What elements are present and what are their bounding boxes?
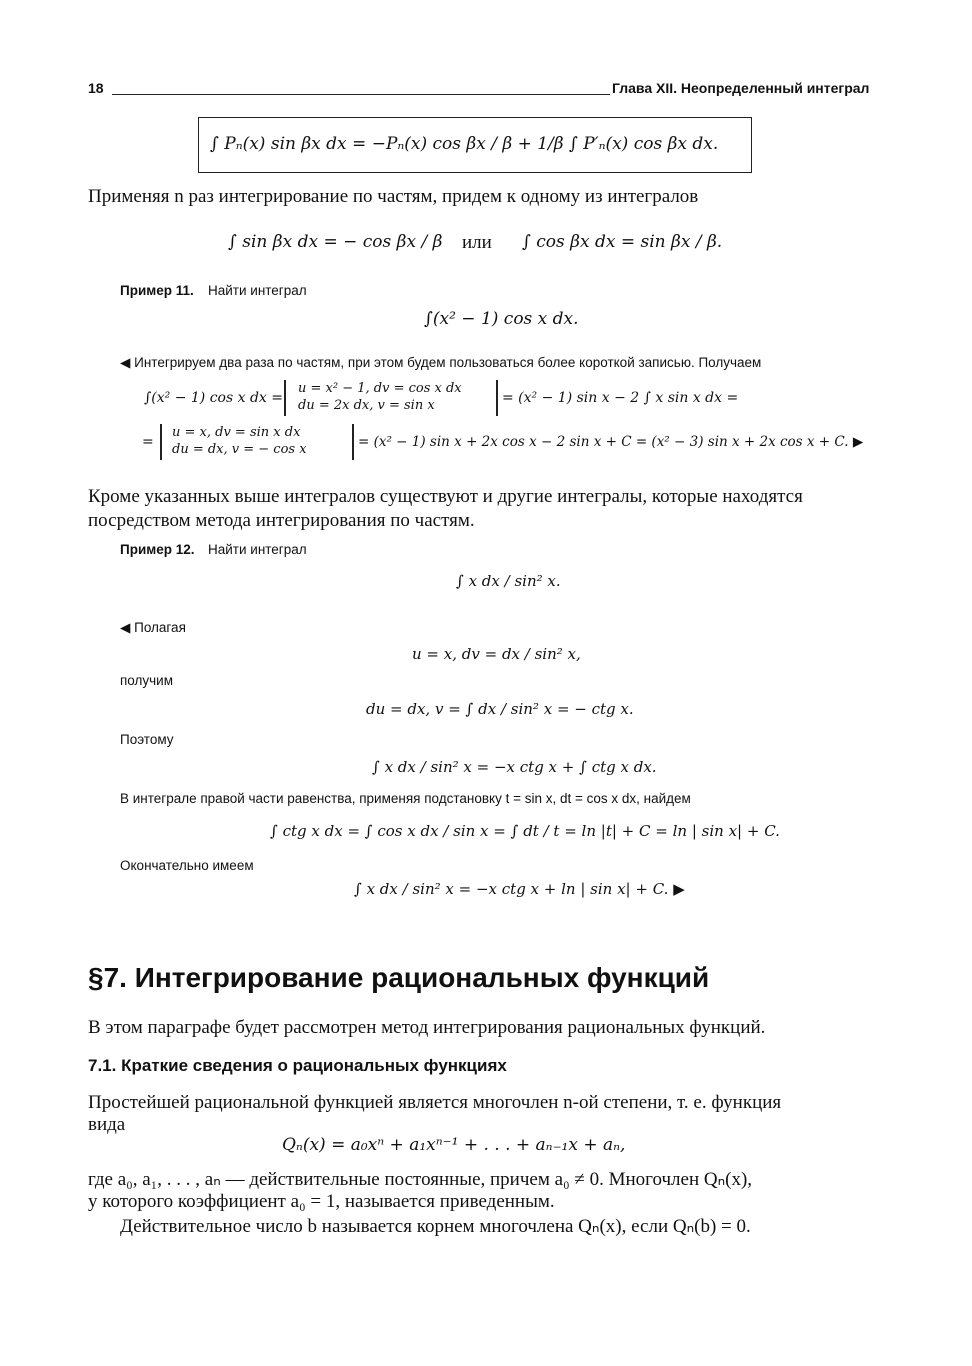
boxed-formula: ∫ Pₙ(x) sin βx dx = −Pₙ(x) cos βx / β + 1/β ∫ P′ₙ(x) cos βx dx. <box>210 134 719 154</box>
example-11-solution-intro: ◀ Интегрируем два раза по частям, при этом будем пользоваться более короткой записью. Получаем <box>120 355 762 370</box>
page-number: 18 <box>88 80 104 96</box>
polynomial-formula: Qₙ(x) = a₀xⁿ + a₁xⁿ⁻¹ + . . . + aₙ₋₁x + aₙ, <box>282 1135 626 1155</box>
example-12-label: Пример 12. <box>120 542 195 557</box>
example-11-line2-right: = (x² − 1) sin x + 2x cos x − 2 sin x + C = (x² − 3) sin x + 2x cos x + C. ▶ <box>358 434 864 450</box>
example-11-line1-left: ∫(x² − 1) cos x dx = <box>144 390 284 406</box>
example-11-integral: ∫(x² − 1) cos x dx. <box>424 309 579 329</box>
example-12-integral: ∫ x dx / sin² x. <box>456 572 561 590</box>
example-12-right-part: В интеграле правой части равенства, применяя подстановку t = sin x, dt = cos x dx, найдем <box>120 791 691 806</box>
example-11-sub-d: du = dx, v = − cos x <box>172 442 307 457</box>
example-11-label: Пример 11. <box>120 283 194 298</box>
para-simplest-2: вида <box>88 1114 126 1135</box>
example-11-sub-a: u = x² − 1, dv = cos x dx <box>298 381 462 396</box>
example-12-subst: u = x, dv = dx / sin² x, <box>412 645 581 663</box>
chapter-title: Глава XII. Неопределенный интеграл <box>612 80 870 96</box>
bar-right-1 <box>496 380 498 416</box>
example-11-line1-right: = (x² − 1) sin x − 2 ∫ x sin x dx = <box>502 390 739 406</box>
example-12-polagaya: ◀ Полагая <box>120 620 186 635</box>
formula-sin-integral: ∫ sin βx dx = − cos βx / β <box>228 232 443 252</box>
example-12-du-v: du = dx, v = ∫ dx / sin² x = − ctg x. <box>366 700 634 718</box>
word-or: или <box>462 232 492 253</box>
example-11-sub-b: du = 2x dx, v = sin x <box>298 398 435 413</box>
para-other-integrals-2: посредством метода интегрирования по частям. <box>88 510 475 531</box>
header-rule <box>112 94 610 95</box>
formula-cos-integral: ∫ cos βx dx = sin βx / β. <box>522 232 723 252</box>
example-12-result1: ∫ x dx / sin² x = −x ctg x + ∫ ctg x dx. <box>372 758 657 776</box>
bar-left-1 <box>284 380 286 416</box>
para-root: Действительное число b называется корнем многочлена Qₙ(x), если Qₙ(b) = 0. <box>120 1216 751 1237</box>
equals-sign: = <box>142 434 154 450</box>
bar-right-2 <box>352 424 354 460</box>
para-coefficients-2: у которого коэффициент a₀ = 1, называется приведенным. <box>88 1191 555 1212</box>
example-11-text: Найти интеграл <box>208 283 307 298</box>
example-12-final-label: Окончательно имеем <box>120 858 254 873</box>
example-12-ctg-integral: ∫ ctg x dx = ∫ cos x dx / sin x = ∫ dt / t = ln |t| + C = ln | sin x| + C. <box>270 822 780 840</box>
section-title: §7. Интегрирование рациональных функций <box>88 962 710 993</box>
para-parts-n-times: Применяя n раз интегрирование по частям, придем к одному из интегралов <box>88 186 699 207</box>
para-coefficients-1: где a₀, a₁, . . . , aₙ — действительные постоянные, причем a₀ ≠ 0. Многочлен Qₙ(x), <box>88 1169 753 1190</box>
subsection-title: 7.1. Краткие сведения о рациональных функциях <box>88 1056 507 1075</box>
para-simplest-1: Простейшей рациональной функцией является многочлен n-ой степени, т. е. функция <box>88 1092 782 1113</box>
example-12-poluchim: получим <box>120 673 174 688</box>
example-12-final: ∫ x dx / sin² x = −x ctg x + ln | sin x| + C. ▶ <box>354 880 685 898</box>
section-intro: В этом параграфе будет рассмотрен метод интегрирования рациональных функций. <box>88 1017 766 1038</box>
example-11-sub-c: u = x, dv = sin x dx <box>172 425 301 440</box>
example-12-text: Найти интеграл <box>208 542 307 557</box>
example-12-poetomu: Поэтому <box>120 732 174 747</box>
para-other-integrals-1: Кроме указанных выше интегралов существуют и другие интегралы, которые находятся <box>88 486 803 507</box>
bar-left-2 <box>160 424 162 460</box>
